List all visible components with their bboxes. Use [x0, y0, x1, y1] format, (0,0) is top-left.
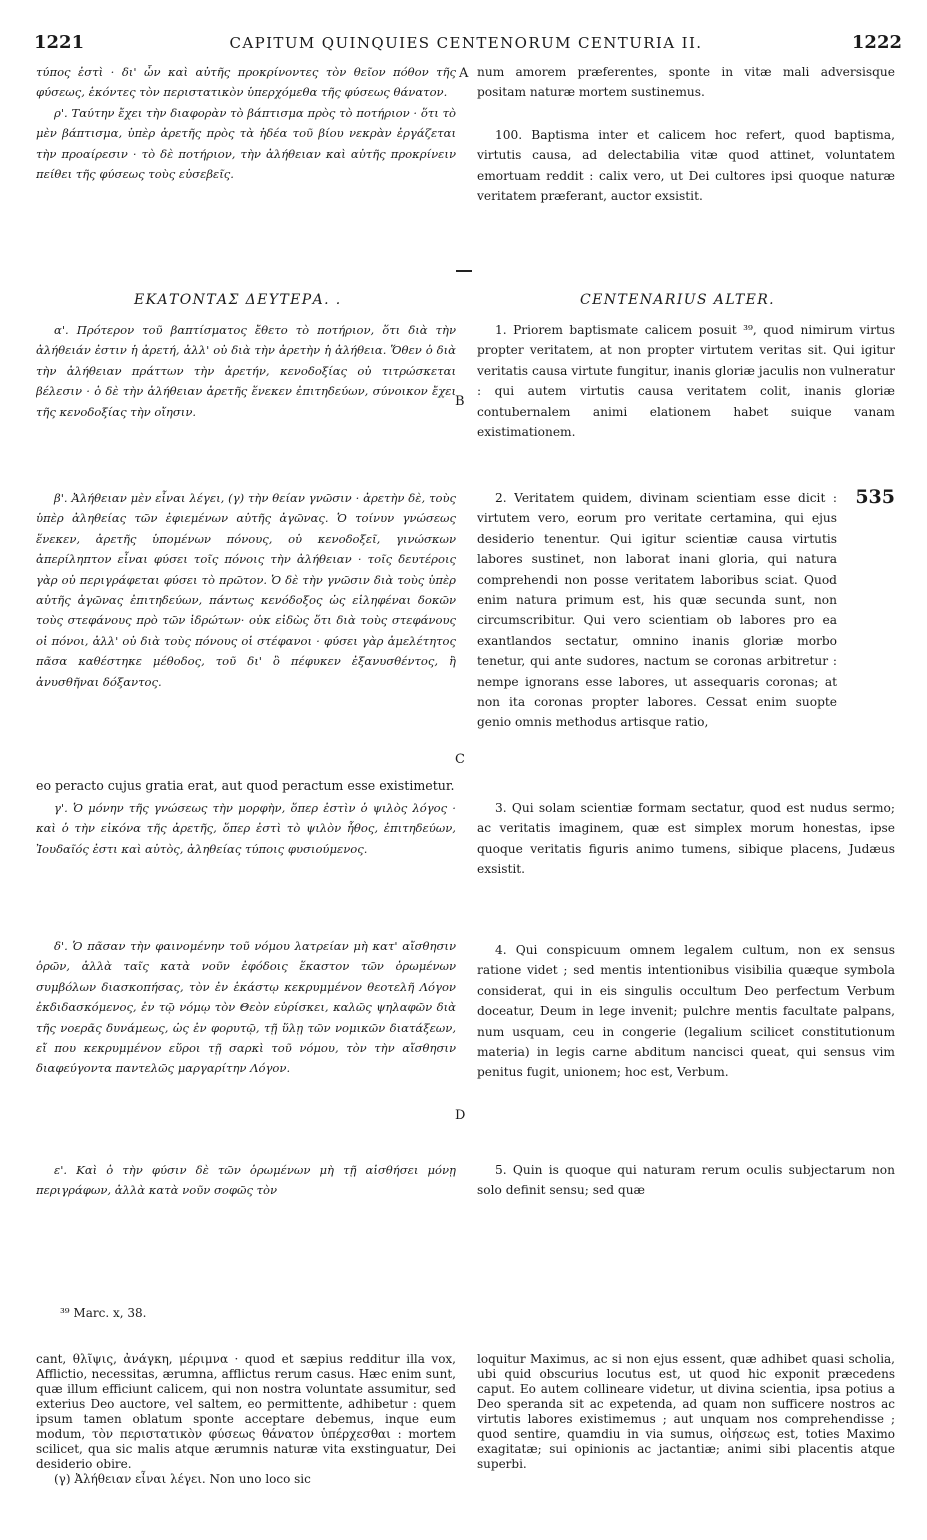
latin-paragraph: num amorem præferentes, sponte in vitæ mali adversisque positam naturæ mortem sustinemus.	[477, 65, 895, 100]
greek-paragraph: τύπος ἐστὶ · δι' ὧν καὶ αὐτῆς προκρίνοντες τὸν θεῖον πόθον τῆς φύσεως, ἑκόντες τὸν περιστατικὸν ὑπερχόμεθα τῆς φύσεως θάνατον.	[36, 65, 456, 100]
greek-paragraph: δ'. Ὁ πᾶσαν τὴν φαινομένην τοῦ νόμου λατρείαν μὴ κατ' αἴσθησιν ὁρῶν, ἀλλὰ ταῖς κατὰ νοῦν ἐφόδοις ἕκαστον τῶν ὁρωμένων συμβόλων διασκοπήσας, τὸν ἐν ἑκάστῳ κεκρυμμένον θεοτελῆ Λόγον ἐκδιδασκόμενος, ἐν τῷ νόμῳ τὸν Θεὸν εὑρίσκει, καλῶς ψηλαφῶν διὰ τῆς νοερᾶς δυνάμεως, ὡς ἐν φορυτῷ, τῇ ὕλῃ τῶν νομικῶν διατάξεων, εἴ που κεκρυμμένον εὕροι τῇ σαρκὶ τοῦ νόμου, τὸν τὴν αἴσθησιν διαφεύγοντα παντελῶς μαργαρίτην Λόγον.	[36, 939, 456, 1076]
left-page-number: 1221	[34, 32, 85, 53]
running-title: CAPITUM QUINQUIES CENTENORUM CENTURIA II.	[229, 34, 703, 52]
notes-right-column	[477, 1352, 895, 1532]
right-page-number: 1222	[851, 32, 902, 53]
running-header	[30, 32, 902, 56]
section-divider	[456, 270, 472, 272]
column-number: 535	[855, 486, 895, 508]
footnote: ³⁹ Marc. x, 38.	[60, 1306, 147, 1320]
latin-paragraph-4	[477, 940, 895, 1154]
spanning-line: eo peracto cujus gratia erat, aut quod peractum esse existimetur.	[36, 778, 455, 793]
greek-paragraph: γ'. Ὁ μόνην τῆς γνώσεως τὴν μορφὴν, ὅπερ ἐστὶν ὁ ψιλὸς λόγος · καὶ ὁ τὴν εἰκόνα τῆς ἀρετῆς, ὅπερ ἐστὶ τὸ ψιλὸν ἦθος, ἐπιτηδεύων, Ἰουδαῖός ἐστι καὶ αὐτὸς, ἀληθείας τύποις φυσιούμενος.	[36, 801, 456, 856]
latin-paragraph-3	[477, 798, 895, 942]
latin-paragraph-1	[477, 320, 895, 482]
greek-paragraph-3	[36, 798, 456, 922]
latin-section-title: CENTENARIUS ALTER.	[580, 292, 776, 308]
latin-paragraph: 3. Qui solam scientiæ formam sectatur, quod est nudus sermo; ac veritatis imaginem, quæ est simplex morum honestas, ipse quoque veritatis figuris animo tumens, sibique placens, Judæus exsistit.	[477, 801, 895, 877]
note-paragraph: loquitur Maximus, ac si non ejus essent, quæ adhibet quasi scholia, ubi quid obscurius locutus est, ut quod hic exponit præcedens caput. Eo autem collineare videtur, ut divina scientia, ipsa potius a Deo speranda sit ac expetenda, ad quam non sufficere nostros ac virtutis labores existimemus ; aut unquam nos comprehendisse ; quod sentire, quamdiu in via sumus, οἰήσεως est, toties Maximo exagitatæ; sui opinionis ac jactantiæ; animi sibi placentis atque superbi.	[477, 1352, 895, 1471]
greek-paragraph: α'. Πρότερον τοῦ βαπτίσματος ἔθετο τὸ ποτήριον, ὅτι διὰ τὴν ἀλήθειάν ἐστιν ἡ ἀρετή, ἀλλ' οὐ διὰ τὴν ἀρετὴν ἡ ἀλήθεια. Ὅθεν ὁ διὰ τὴν ἀλήθειαν πράττων τὴν ἀρετήν, κενοδοξίας οὐ τιτρώσκεται βέλεσιν · ὁ δὲ τὴν ἀλήθειαν ἀρετῆς ἕνεκεν ἐπιτηδεύων, σύνοικον ἔχει τῆς κενοδοξίας τὴν οἴησιν.	[36, 323, 456, 419]
latin-paragraph: 1. Priorem baptismate calicem posuit ³⁹, quod nimirum virtus propter veritatem, at non propter virtutem veritas sit. Qui igitur veritatis causa virtute fungitur, inanis gloriæ jaculis non vulneratur : qui autem virtutis causa veritatem colit, inanis gloriæ contubernalem animi elationem habet suique vanam existimationem.	[477, 323, 895, 440]
latin-paragraph: 100. Baptisma inter et calicem hoc refert, quod baptisma, virtutis causa, ad delectabilia vitæ quod attinet, voluntatem emortuam reddit : calix vero, ut Dei cultores ipsi quoque naturæ veritatem præferant, auctor exsistit.	[477, 127, 895, 204]
greek-paragraph: ε'. Καὶ ὁ τὴν φύσιν δὲ τῶν ὁρωμένων μὴ τῇ αἰσθήσει μόνῃ περιγράφων, ἀλλὰ κατὰ νοῦν σοφῶς τὸν	[36, 1163, 456, 1198]
latin-paragraph: 4. Qui conspicuum omnem legalem cultum, non ex sensus ratione videt ; sed mentis intentionibus visibilia quæque symbola considerat, qui in eis singulis occultum Deo perfectum Verbum doceatur, Deum in lege invenit; pulchre mentis facultate palpans, num usquam, ceu in congerie (legalium scilicet constitutionum materia) in legis carne abditum nancisci queat, qui sensus vim penitus fugit, unionem; hoc est, Verbum.	[477, 943, 895, 1080]
greek-paragraph-1	[36, 320, 456, 472]
greek-paragraph-4	[36, 936, 456, 1152]
margin-marker: C	[455, 752, 465, 767]
margin-marker: A	[459, 66, 469, 81]
greek-section-title: ΕΚΑΤΟΝΤΑΣ ΔΕΥΤΕΡΑ. .	[134, 292, 342, 308]
notes-left-column	[36, 1352, 456, 1532]
greek-paragraph: β'. Ἀλήθειαν μὲν εἶναι λέγει, (γ) τὴν θείαν γνῶσιν · ἀρετὴν δὲ, τοὺς ὑπὲρ ἀληθείας τῶν ἐφιεμένων αὐτῆς ἀγῶνας. Ὁ τοίνυν γνώσεως ἕνεκεν, ἀρετῆς ὑπομένων πόνους, οὐ κενοδοξεῖ, γινώσκων ἀπερίληπτον εἶναι φύσει τοῖς πόνοις τὴν ἀλήθειαν · τοῖς δευτέροις γὰρ οὐ περιγράφεται φύσει τὸ πρῶτον. Ὁ δὲ τὴν γνῶσιν διὰ τοὺς ὑπὲρ αὐτῆς ἀγῶνας ἐπιτηδεύων, πάντως κενόδοξος ὡς εἰληφέναι δοκῶν τοὺς στεφάνους πρὸ τῶν ἱδρώτων· οὐκ εἰδὼς ὅτι διὰ τοὺς στεφάνους οἱ πόνοι, ἀλλ' οὐ διὰ τοὺς πόνους οἱ στέφανοι · φύσει γὰρ ἀμελέτητος πᾶσα καθέστηκε μέθοδος, τοῦ δι' ὃ πέφυκεν ἐξανυσθέντος, ἢ ἀνυσθῆναι δόξαντος.	[36, 491, 456, 689]
greek-paragraph: ρ'. Ταύτην ἔχει τὴν διαφορὰν τὸ βάπτισμα πρὸς τὸ ποτήριον · ὅτι τὸ μὲν βάπτισμα, ὑπὲρ ἀρετῆς πρὸς τὰ ἡδέα τοῦ βίου νεκρὰν ἐργάζεται τὴν προαίρεσιν · τὸ δὲ ποτήριον, τὴν ἀλήθειαν καὶ αὐτῆς προκρίνειν πείθει τῆς φύσεως τοὺς εὐσεβεῖς.	[36, 105, 456, 182]
margin-marker: D	[455, 1108, 466, 1123]
greek-column-top	[36, 62, 456, 252]
greek-paragraph-2	[36, 488, 456, 768]
note-paragraph: (γ) Ἀλήθειαν εἶναι λέγει. Non uno loco sic	[54, 1472, 311, 1486]
margin-marker: B	[455, 394, 465, 409]
latin-column-top	[477, 62, 895, 252]
latin-paragraph: 2. Veritatem quidem, divinam scientiam esse dicit : virtutem vero, eorum pro veritate certamina, qui ejus desiderio tenentur. Qui igitur scientiæ causa virtutis labores sustinet, non laborat inani gloria, qui natura comprehendi non posse veritatem laboribus sciat. Quod enim natura primum est, his quæ secunda sunt, non circumscribitur. Qui vero scientiam ob labores pro ea exantlandos sectatur, omnino inanis gloriæ morbo tenetur, qui ante sudores, nactum se coronas arbitretur : nempe ignorans esse labores, ut assequaris coronas; at non ita coronas propter labores. Cessat enim suopte genio omnis methodus artisque ratio,	[477, 491, 837, 730]
note-paragraph: cant, θλῖψις, ἀνάγκη, μέριμνα · quod et sæpius redditur illa vox, Afflictio, necessitas, ærumna, afflictus rerum casus. Hæc enim sunt, quæ illum efficiunt calicem, qui non nostra voluntate assumitur, sed exterius Deo auctore, vel saltem, eo permittente, adhibetur : quem ipsum tamen oblatum sponte acceptare debemus, inque eum modum, τὸν περιστατικὸν φύσεως θάνατον ὑπέρχεσθαι : mortem scilicet, qua sic malis atque ærumnis naturæ vita exstinguatur, Dei desiderio obire.	[36, 1352, 456, 1471]
greek-paragraph-5	[36, 1160, 456, 1204]
latin-paragraph-5	[477, 1160, 895, 1204]
latin-paragraph-2	[477, 488, 837, 774]
latin-paragraph: 5. Quin is quoque qui naturam rerum oculis subjectarum non solo definit sensu; sed quæ	[477, 1163, 895, 1198]
